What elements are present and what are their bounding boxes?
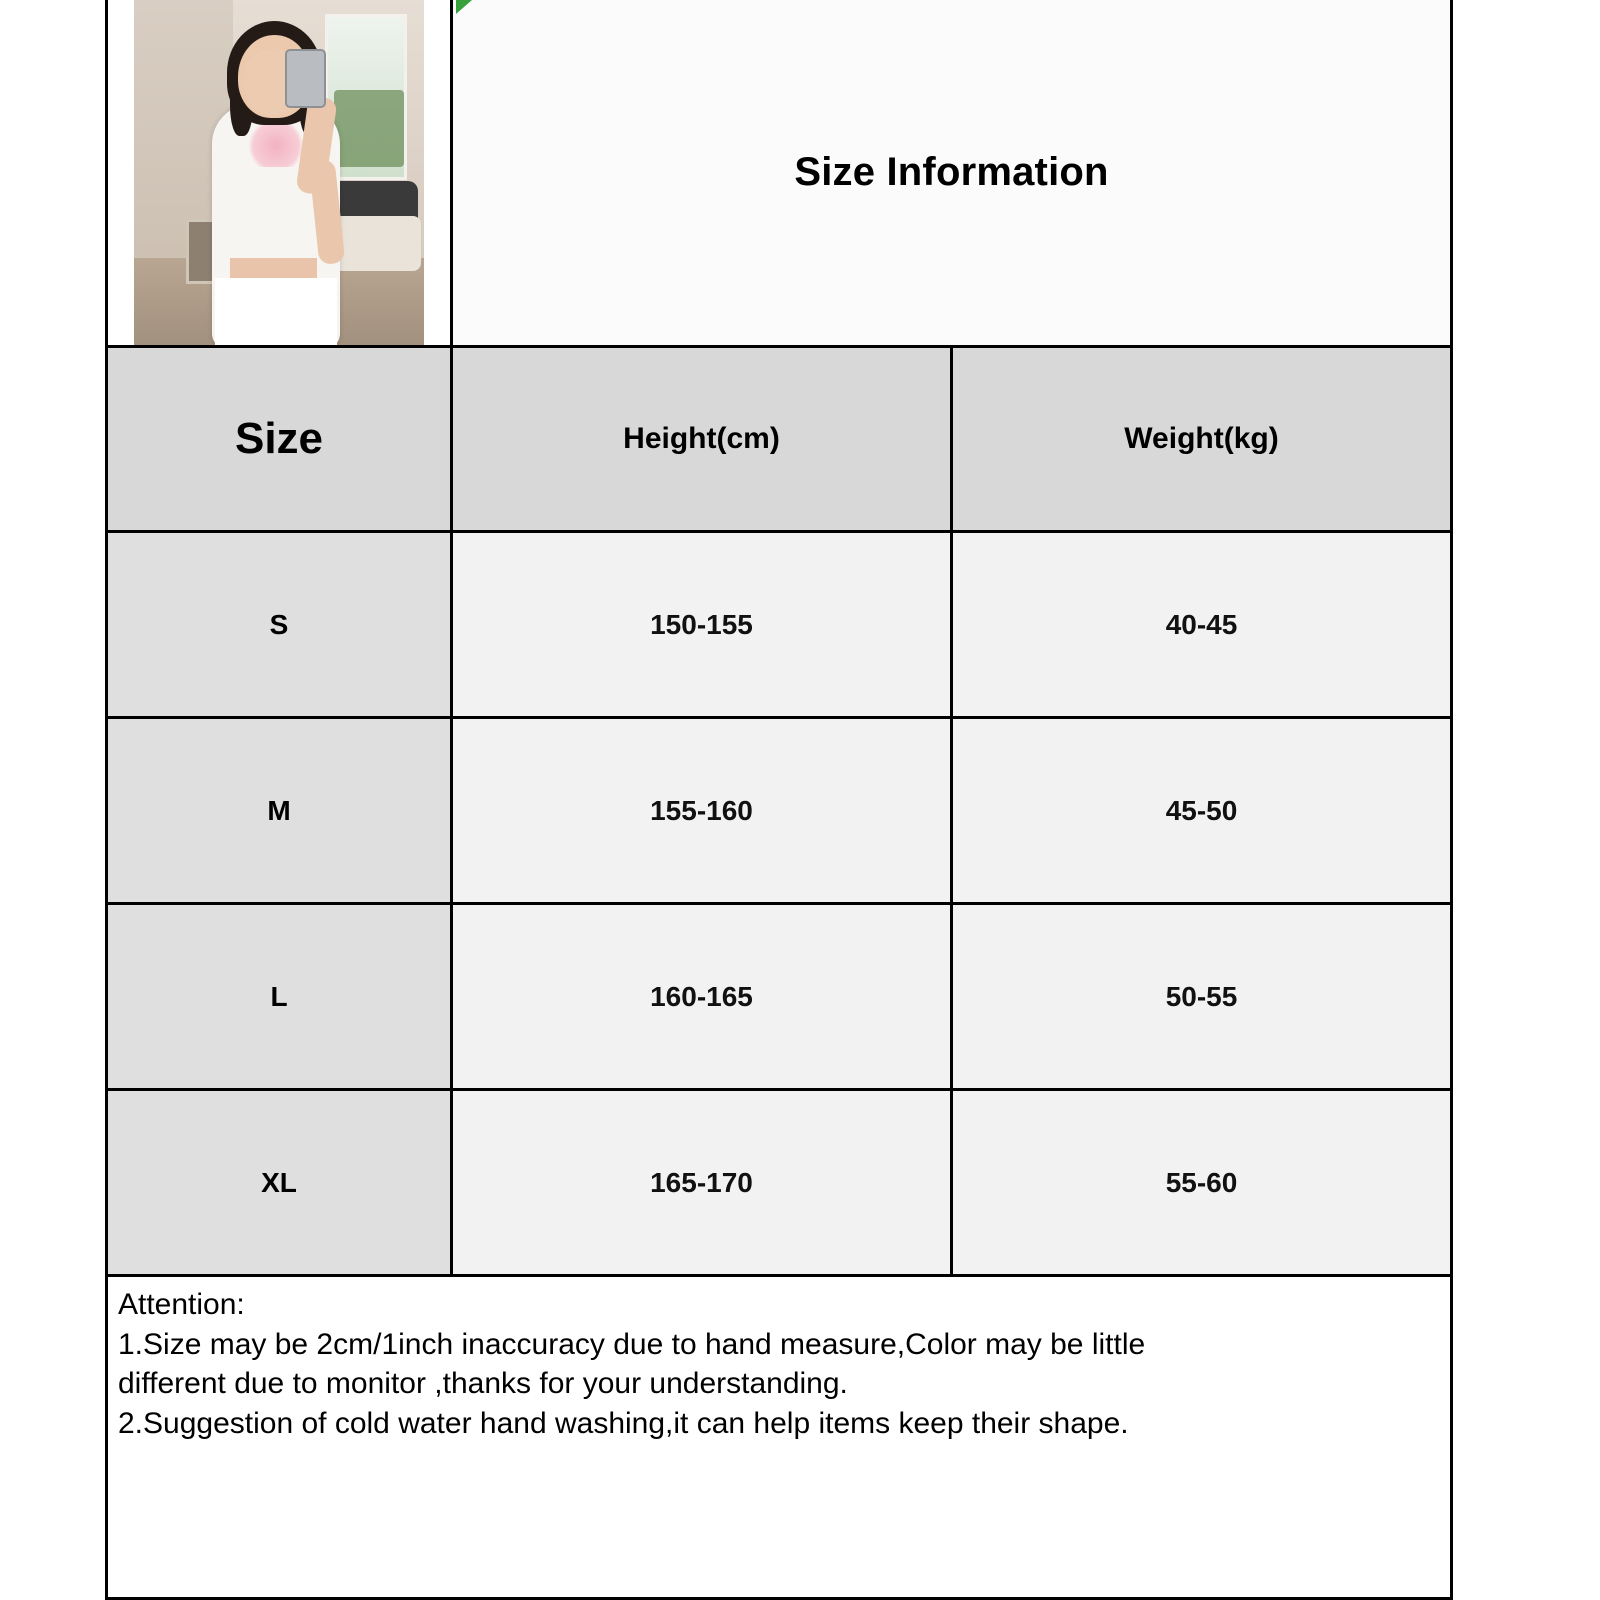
attention-line-3: 2.Suggestion of cold water hand washing,it can help items keep their shape. (118, 1406, 1129, 1440)
photo-model-skirt (215, 278, 337, 345)
chart-title-cell (453, 0, 1450, 345)
cell-height-value: 150-155 (650, 608, 753, 640)
table-row (108, 533, 1450, 719)
column-header-weight-label: Weight(kg) (1124, 422, 1279, 455)
cell-size-value: S (269, 608, 289, 640)
attention-line-2: different due to monitor ,thanks for your understanding. (118, 1367, 848, 1401)
table-header-row (108, 348, 1450, 533)
cell-weight (953, 719, 1450, 902)
column-header-height-label: Height(cm) (623, 422, 780, 455)
cell-height (453, 719, 953, 902)
cell-size (108, 533, 453, 716)
size-chart-table (105, 0, 1453, 1600)
photo-phone (285, 49, 327, 109)
column-header-size (108, 348, 453, 530)
attention-heading: Attention: (118, 1288, 245, 1321)
attention-note (108, 1277, 1450, 1597)
cell-weight (953, 905, 1450, 1088)
column-header-weight (953, 348, 1450, 530)
cell-weight (953, 1091, 1450, 1274)
photo-sofa (334, 216, 421, 272)
cell-height (453, 905, 953, 1088)
cell-size (108, 905, 453, 1088)
cell-size-value: M (267, 794, 291, 826)
cell-size-value: L (270, 980, 288, 1012)
table-row (108, 719, 1450, 905)
photo-foliage (334, 90, 404, 167)
cell-size (108, 719, 453, 902)
photo-bow-detail (244, 125, 308, 167)
cell-weight-value: 55-60 (1165, 1166, 1238, 1198)
attention-line-1: 1.Size may be 2cm/1inch inaccuracy due to hand measure,Color may be little (118, 1327, 1146, 1361)
cell-weight-value: 50-55 (1165, 980, 1238, 1012)
chart-header-row (108, 0, 1450, 348)
cell-size (108, 1091, 453, 1274)
cell-height (453, 1091, 953, 1274)
product-photo (134, 0, 424, 345)
cell-height-value: 155-160 (650, 794, 753, 826)
cell-weight-value: 40-45 (1165, 608, 1238, 640)
cell-size-value: XL (261, 1166, 297, 1198)
table-row (108, 905, 1450, 1091)
column-header-height (453, 348, 953, 530)
cell-height-value: 160-165 (650, 980, 753, 1012)
column-header-size-label: Size (234, 414, 324, 463)
cell-weight (953, 533, 1450, 716)
table-row (108, 1091, 1450, 1277)
product-photo-cell (108, 0, 453, 345)
cell-weight-value: 45-50 (1165, 794, 1238, 826)
page-title: Size Information (794, 150, 1109, 194)
cell-height (453, 533, 953, 716)
cell-height-value: 165-170 (650, 1166, 753, 1198)
